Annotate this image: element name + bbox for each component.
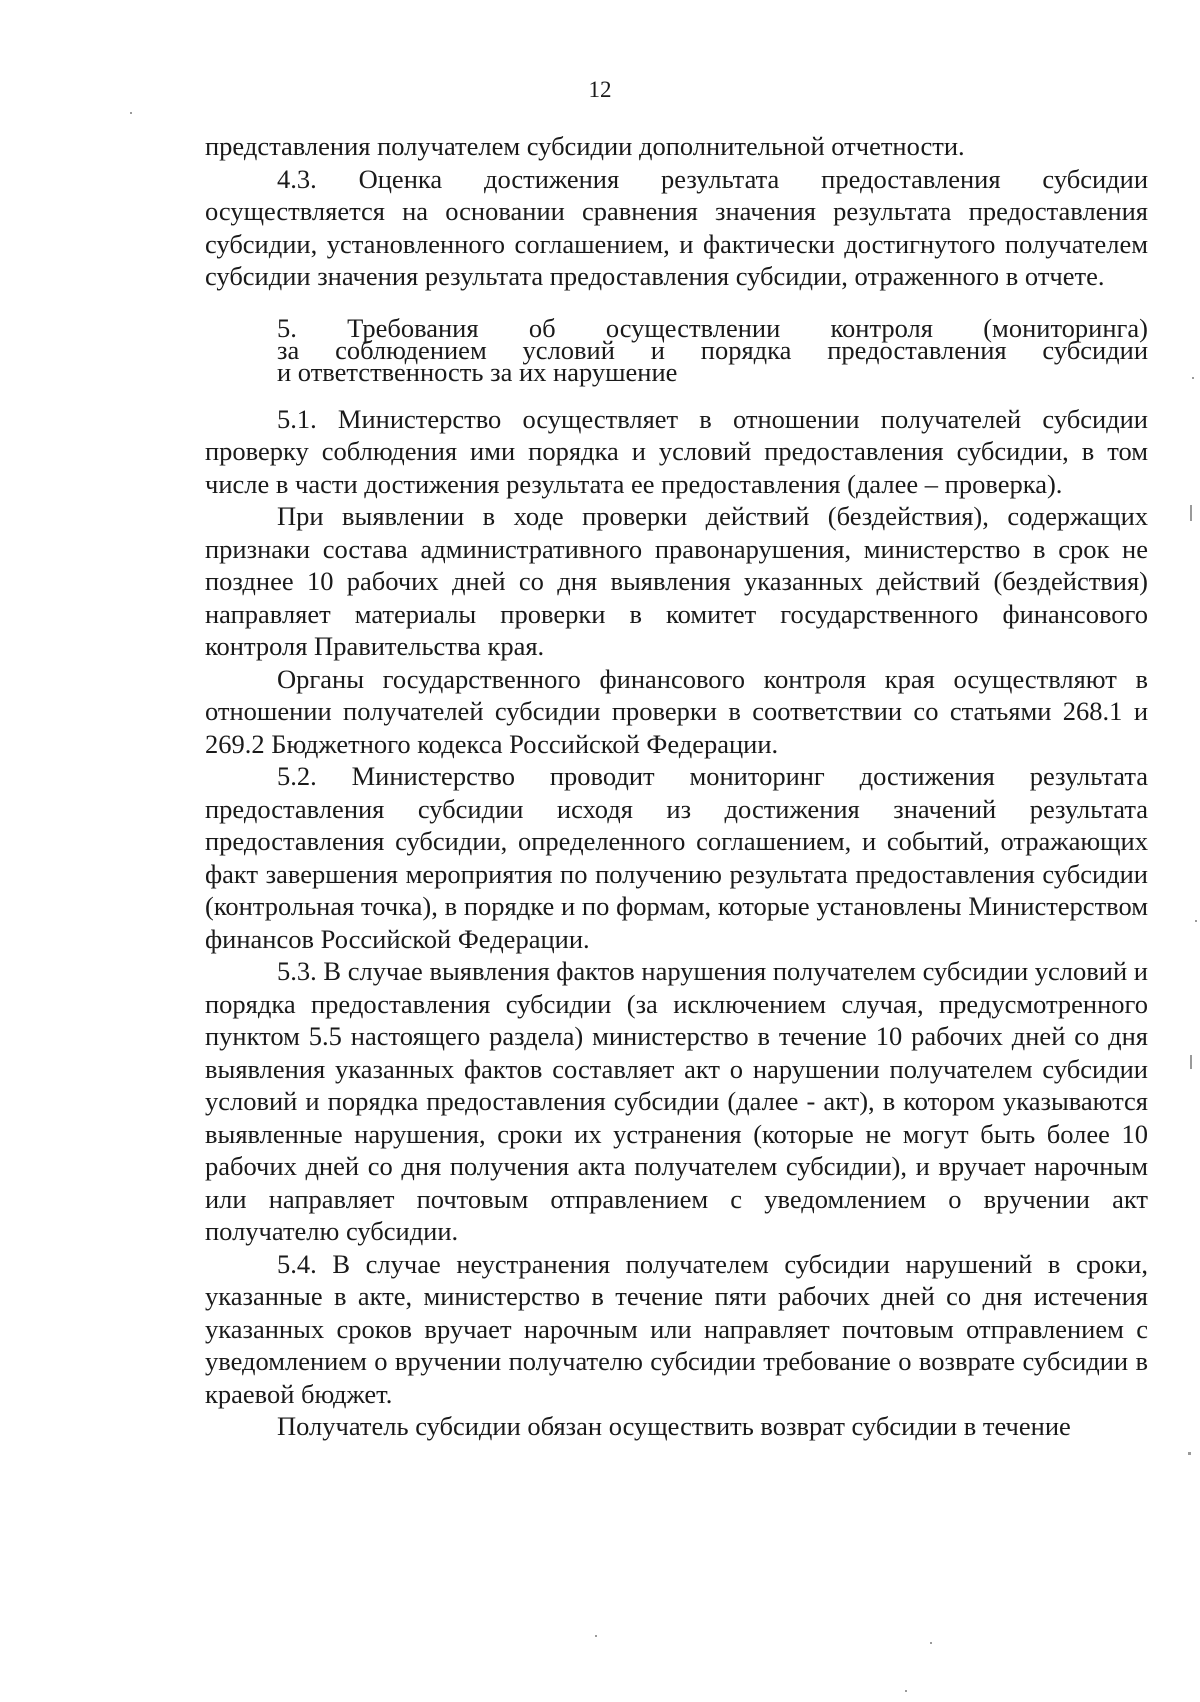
- section-5-heading-line-3: и ответственность за их нарушение: [277, 356, 678, 387]
- paragraph-5-4-return: Получатель субсидии обязан осуществить возврат субсидии в течение: [277, 1411, 1071, 1441]
- scan-artifact: [1190, 1055, 1192, 1069]
- scan-artifact: [930, 1642, 932, 1644]
- paragraph-5-2: 5.2. Министерство проводит мониторинг достижения результата предоставления субсидии исходя из достижения значений результата предоставления субсидии, определенного соглашением, и событий, отражающих факт завершения мероприятия по получению результата предоставления субсидии (контрольная точка), в порядке и по формам, которые установлены Министерством финансов Российской Федерации.: [205, 761, 1148, 954]
- paragraph-continuation: представления получателем субсидии дополнительной отчетности.: [205, 131, 965, 161]
- section-5-heading-line-1: 5. Требования об осуществлении контроля (мониторинга): [277, 312, 1148, 343]
- scan-artifact: [905, 1690, 907, 1692]
- scan-artifact: [1192, 377, 1194, 379]
- scan-artifact: [595, 1635, 597, 1637]
- scan-artifact: [1190, 505, 1192, 521]
- paragraph-5-4: 5.4. В случае неустранения получателем субсидии нарушений в сроки, указанные в акте, министерство в течение пяти рабочих дней со дня истечения указанных сроков вручает нарочным или направляет почтовым отправлением с уведомлением о вручении получателю субсидии требование о возврате субсидии в краевой бюджет.: [205, 1248, 1148, 1409]
- document-body: [205, 130, 1148, 1443]
- scan-artifact: [1188, 1452, 1191, 1455]
- paragraph-5-1: 5.1. Министерство осуществляет в отношении получателей субсидии проверку соблюдения ими порядка и условий предоставления субсидии, в том числе в части достижения результата ее предоставления (далее – проверка).: [205, 403, 1148, 499]
- paragraph-5-1-control-bodies: Органы государственного финансового контроля края осуществляют в отношении получателей субсидии проверки в соответствии со статьями 268.1 и 269.2 Бюджетного кодекса Российской Федерации.: [205, 663, 1148, 759]
- paragraph-4-3: 4.3. Оценка достижения результата предоставления субсидии осуществляется на основании сравнения значения результата предоставления субсидии, установленного соглашением, и фактически достигнутого получателем субсидии значения результата предоставления субсидии, отраженного в отчете.: [205, 163, 1148, 291]
- section-5-heading: [277, 312, 1148, 387]
- scan-artifact: [1195, 920, 1197, 922]
- paragraph-5-1-violations: При выявлении в ходе проверки действий (бездействия), содержащих признаки состава административного правонарушения, министерство в срок не позднее 10 рабочих дней со дня выявления указанных действий (бездействия) направляет материалы проверки в комитет государственного финансового контроля Правительства края.: [205, 501, 1148, 661]
- scan-artifact: [130, 112, 132, 114]
- section-5-heading-line-2: за соблюдением условий и порядка предоставления субсидии: [277, 334, 1148, 365]
- paragraph-5-3: 5.3. В случае выявления фактов нарушения получателем субсидии условий и порядка предоставления субсидии (за исключением случая, предусмотренного пунктом 5.5 настоящего раздела) министерство в течение 10 рабочих дней со дня выявления указанных фактов составляет акт о нарушении получателем субсидии условий и порядка предоставления субсидии (далее - акт), в котором указываются выявленные нарушения, сроки их устранения (которые не могут быть более 10 рабочих дней со дня получения акта получателем субсидии), и вручает нарочным или направляет почтовым отправлением с уведомлением о вручении акт получателю субсидии.: [205, 956, 1148, 1246]
- page-number: 12: [588, 77, 612, 102]
